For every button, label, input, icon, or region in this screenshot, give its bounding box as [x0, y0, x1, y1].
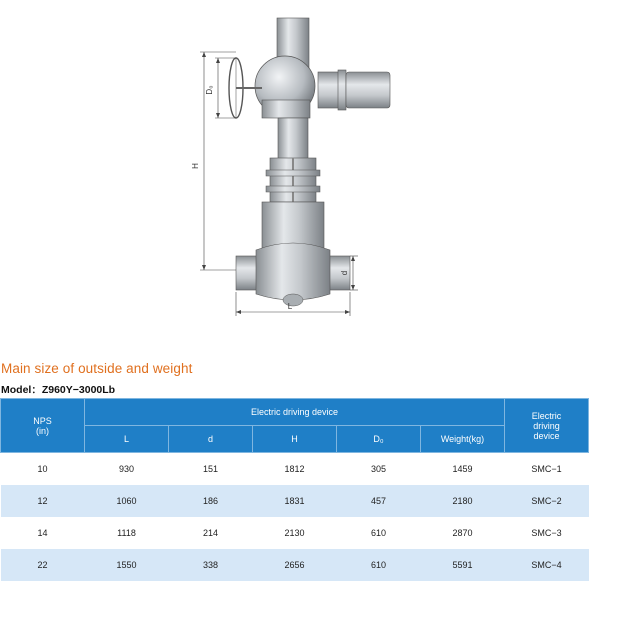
dim-d-label: d	[340, 270, 349, 276]
header-col-d: d	[169, 426, 253, 453]
cell-d: 151	[202, 464, 219, 474]
cell-d0: 305	[370, 464, 387, 474]
header-nps: NPS (in)	[1, 399, 85, 453]
cell-device: SMC−1	[531, 464, 562, 474]
valve-body	[256, 243, 330, 300]
motor-body	[346, 72, 390, 108]
cell-h: 2656	[253, 549, 337, 581]
yoke-neck	[278, 118, 308, 160]
cell-nps: 14	[37, 528, 48, 538]
section-title: Main size of outside and weight	[1, 361, 193, 376]
table-row	[1, 517, 589, 549]
cell-h: 2130	[284, 528, 305, 538]
cell-l: 1550	[85, 549, 169, 581]
model-line: Model：Z960Y−3000Lb	[1, 384, 116, 396]
cell-weight: 2870	[452, 528, 473, 538]
header-row-2	[1, 426, 589, 453]
dim-l-label: L	[287, 302, 293, 311]
spec-table	[0, 398, 589, 581]
cell-l: 930	[118, 464, 135, 474]
dim-h-label: H	[191, 163, 200, 169]
table-row	[1, 453, 589, 486]
cell-weight: 1459	[452, 464, 473, 474]
header-col-l: L	[85, 426, 169, 453]
cell-nps: 10	[37, 464, 48, 474]
header-col-h: H	[253, 426, 337, 453]
cell-h: 1812	[284, 464, 305, 474]
cell-weight: 2180	[421, 485, 505, 517]
header-col-weight: Weight(kg)	[421, 426, 505, 453]
motor-flange-2	[338, 70, 346, 110]
cell-weight: 5591	[421, 549, 505, 581]
cell-nps: 12	[1, 485, 85, 517]
header-col-d0: D₀	[337, 426, 421, 453]
motor-flange	[318, 72, 340, 108]
cell-device: SMC−2	[505, 485, 589, 517]
cell-d: 214	[202, 528, 219, 538]
cell-d0: 457	[337, 485, 421, 517]
cell-device: SMC−4	[505, 549, 589, 581]
cell-l: 1118	[117, 528, 136, 538]
cell-h: 1831	[253, 485, 337, 517]
header-device: Electric driving device	[505, 399, 589, 453]
cell-nps: 22	[1, 549, 85, 581]
cell-d: 186	[169, 485, 253, 517]
cell-device: SMC−3	[531, 528, 562, 538]
table-row	[1, 485, 589, 517]
actuator-base	[262, 100, 310, 118]
dim-d0-label: D₀	[205, 85, 214, 95]
cell-d0: 610	[370, 528, 387, 538]
cell-d0: 610	[337, 549, 421, 581]
table-row	[1, 549, 589, 581]
cell-d: 338	[169, 549, 253, 581]
cell-l: 1060	[85, 485, 169, 517]
header-group: Electric driving device	[85, 399, 505, 426]
header-row-1	[1, 399, 589, 426]
